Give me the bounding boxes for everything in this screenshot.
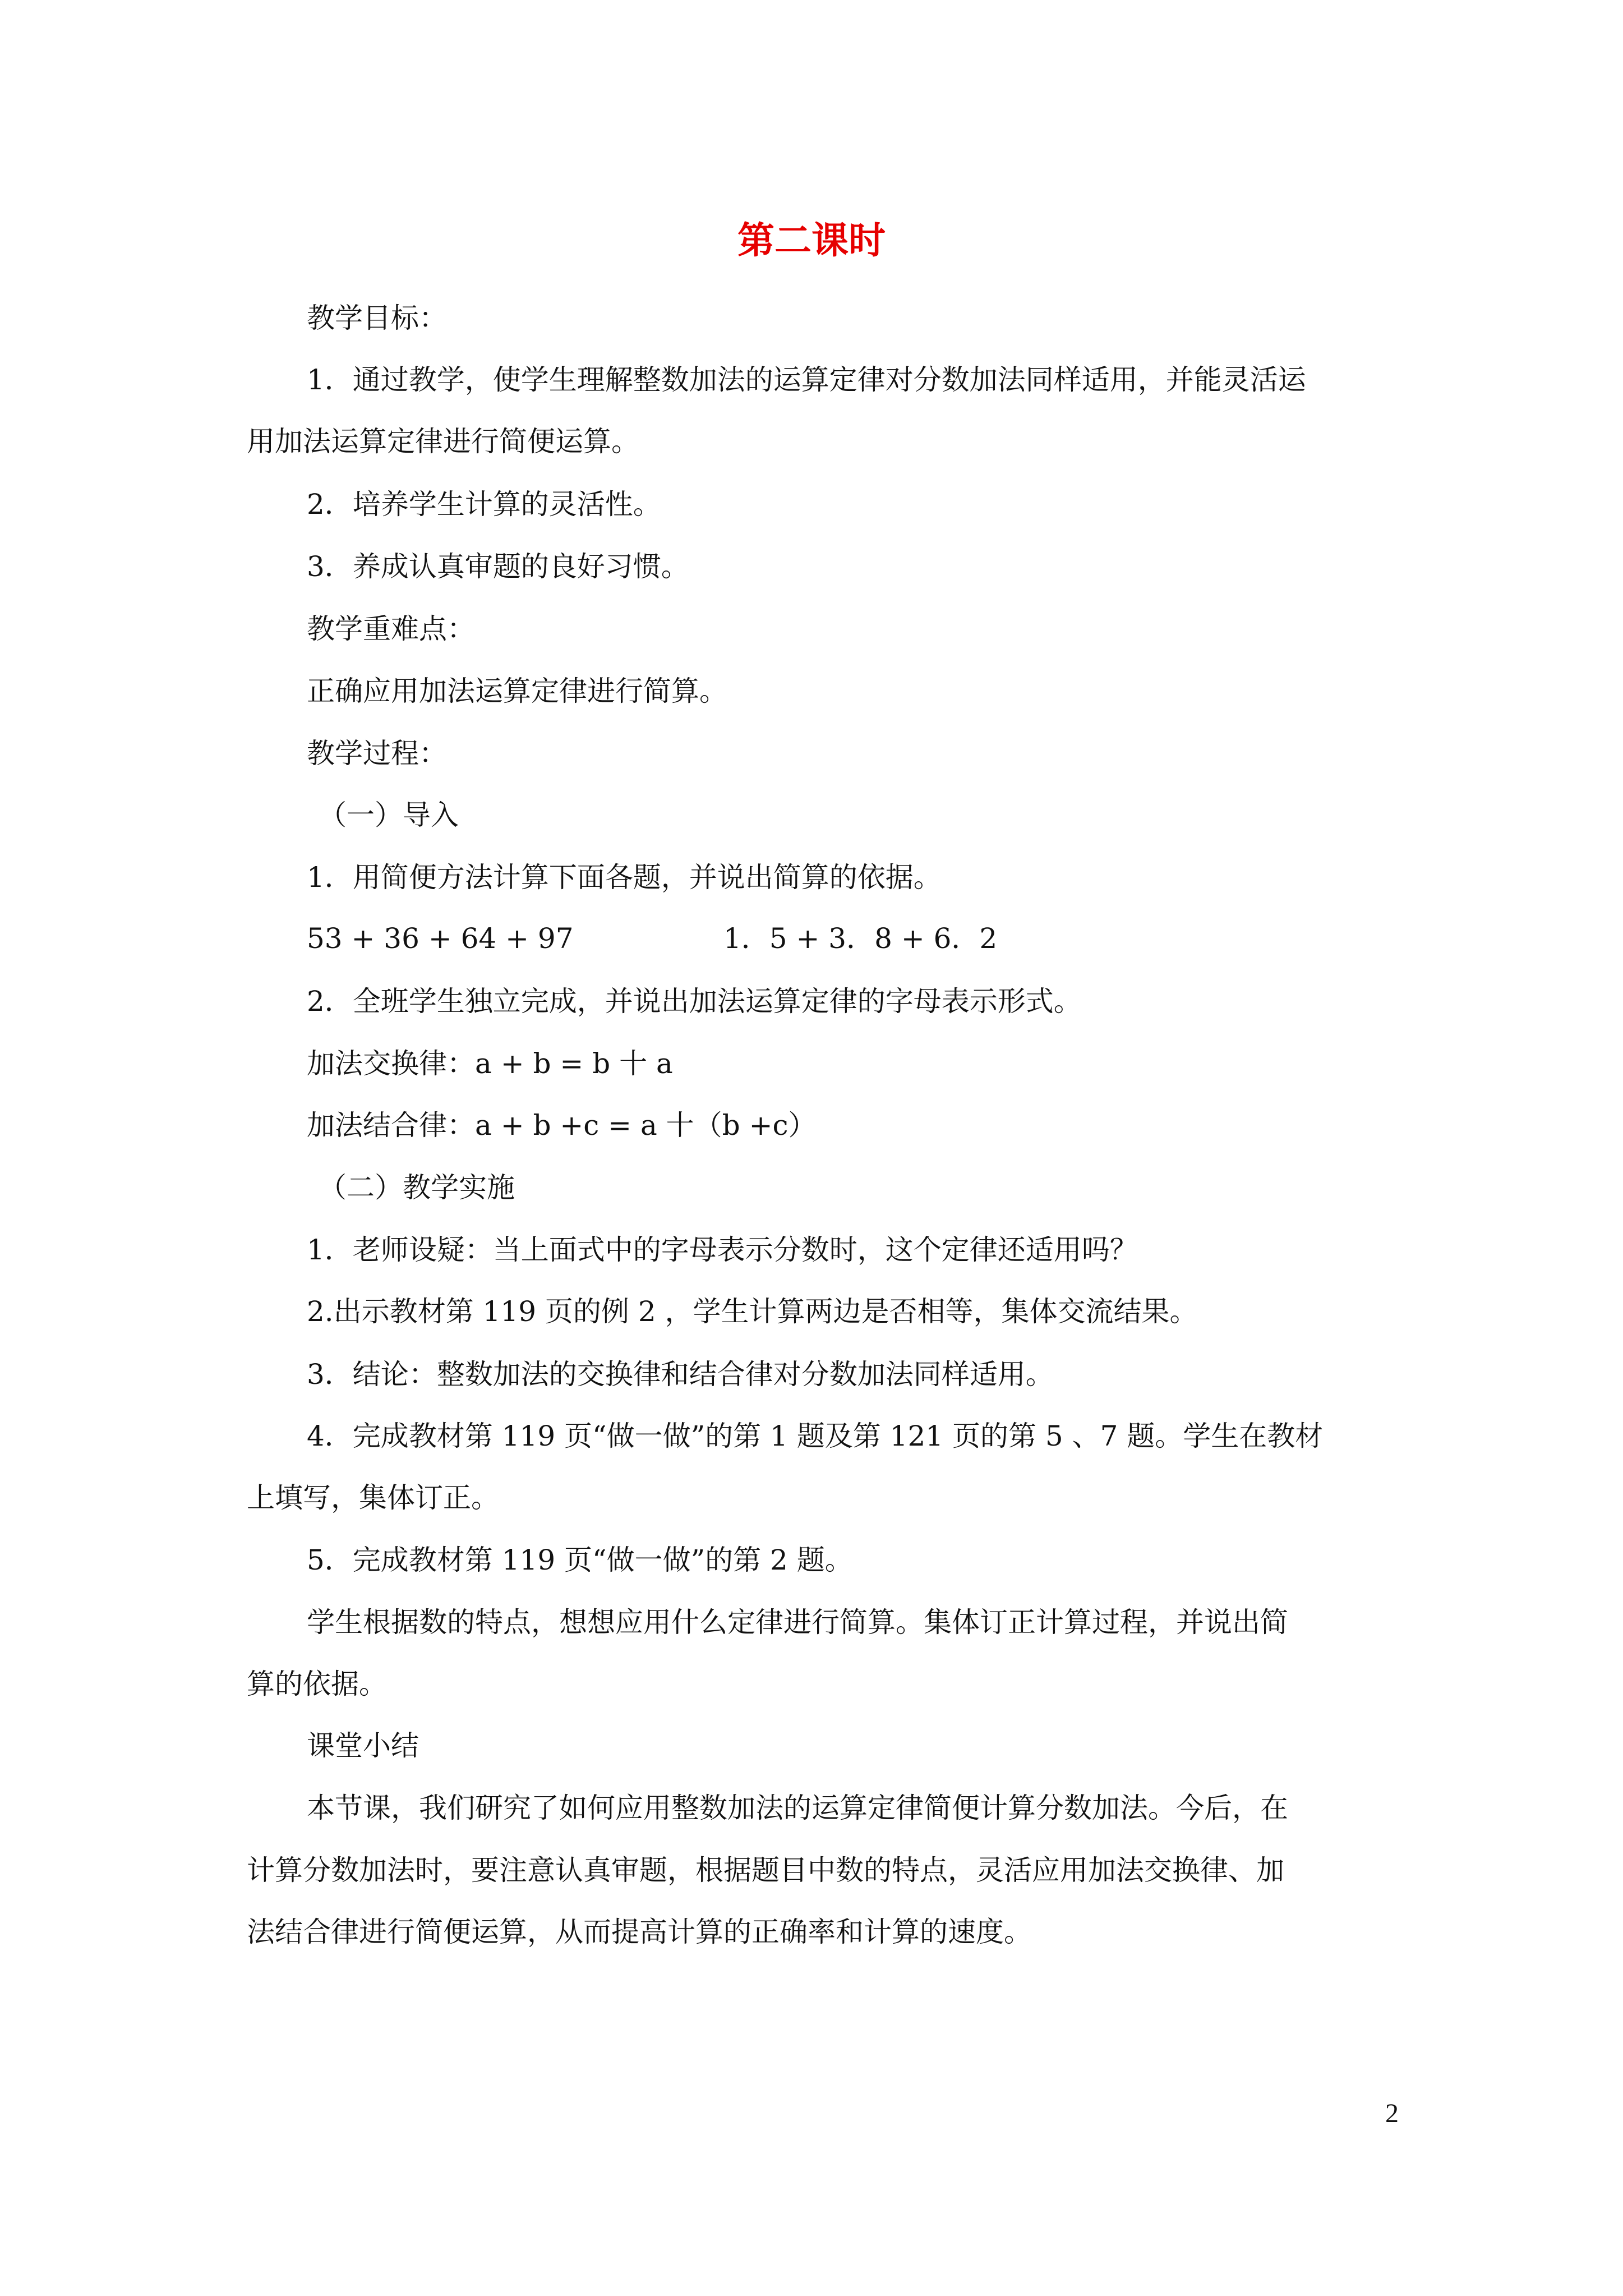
intro-heading: （一）导入 (319, 799, 459, 831)
implementation-item-2: 2.出示教材第 119 页的例 2 ，学生计算两边是否相等，集体交流结果。 (307, 1295, 1198, 1328)
process-heading: 教学过程： (307, 737, 447, 770)
intro-item-1: 1．用简便方法计算下面各题，并说出简算的依据。 (307, 861, 942, 894)
summary-line-1: 本节课，我们研究了如何应用整数加法的运算定律简便计算分数加法。今后，在 (307, 1792, 1288, 1824)
implementation-item-5: 5．完成教材第 119 页“做一做”的第 2 题。 (307, 1544, 853, 1576)
intro-expression-2: 1．5 + 3．8 + 6．2 (723, 922, 998, 955)
implementation-note-line-2: 算的依据。 (247, 1668, 387, 1700)
implementation-heading: （二）教学实施 (319, 1171, 515, 1204)
summary-line-3: 法结合律进行简便运算，从而提高计算的正确率和计算的速度。 (247, 1916, 1032, 1948)
summary-line-2: 计算分数加法时，要注意认真审题，根据题目中数的特点，灵活应用加法交换律、加 (247, 1854, 1284, 1887)
key-points-heading: 教学重难点： (307, 613, 475, 645)
commutative-law: 加法交换律：a + b = b 十 a (307, 1047, 673, 1080)
objective-item-1-line-2: 用加法运算定律进行简便运算。 (247, 425, 639, 458)
objective-item-2: 2．培养学生计算的灵活性。 (307, 488, 661, 521)
implementation-item-4-line-2: 上填写，集体订正。 (247, 1481, 499, 1514)
objectives-heading: 教学目标： (307, 302, 447, 334)
implementation-item-4-line-1: 4．完成教材第 119 页“做一做”的第 1 题及第 121 页的第 5 、7 题。学生在教材 (307, 1420, 1324, 1452)
implementation-item-1: 1．老师设疑：当上面式中的字母表示分数时，这个定律还适用吗？ (307, 1234, 1138, 1266)
objective-item-3: 3．养成认真审题的良好习惯。 (307, 550, 689, 583)
implementation-note-line-1: 学生根据数的特点，想想应用什么定律进行简算。集体订正计算过程，并说出简 (307, 1606, 1288, 1639)
page-number: 2 (1385, 2099, 1399, 2128)
intro-expression-1: 53 + 36 + 64 + 97 (307, 922, 574, 955)
key-points-text: 正确应用加法运算定律进行简算。 (307, 675, 727, 707)
objective-item-1-line-1: 1．通过教学，使学生理解整数加法的运算定律对分数加法同样适用，并能灵活运 (307, 364, 1306, 396)
page-title: 第二课时 (737, 218, 886, 262)
implementation-item-3: 3．结论：整数加法的交换律和结合律对分数加法同样适用。 (307, 1358, 1054, 1391)
intro-item-2: 2．全班学生独立完成，并说出加法运算定律的字母表示形式。 (307, 985, 1082, 1018)
associative-law: 加法结合律：a + b +c = a 十（b +c） (307, 1109, 817, 1142)
summary-heading: 课堂小结 (307, 1729, 419, 1762)
